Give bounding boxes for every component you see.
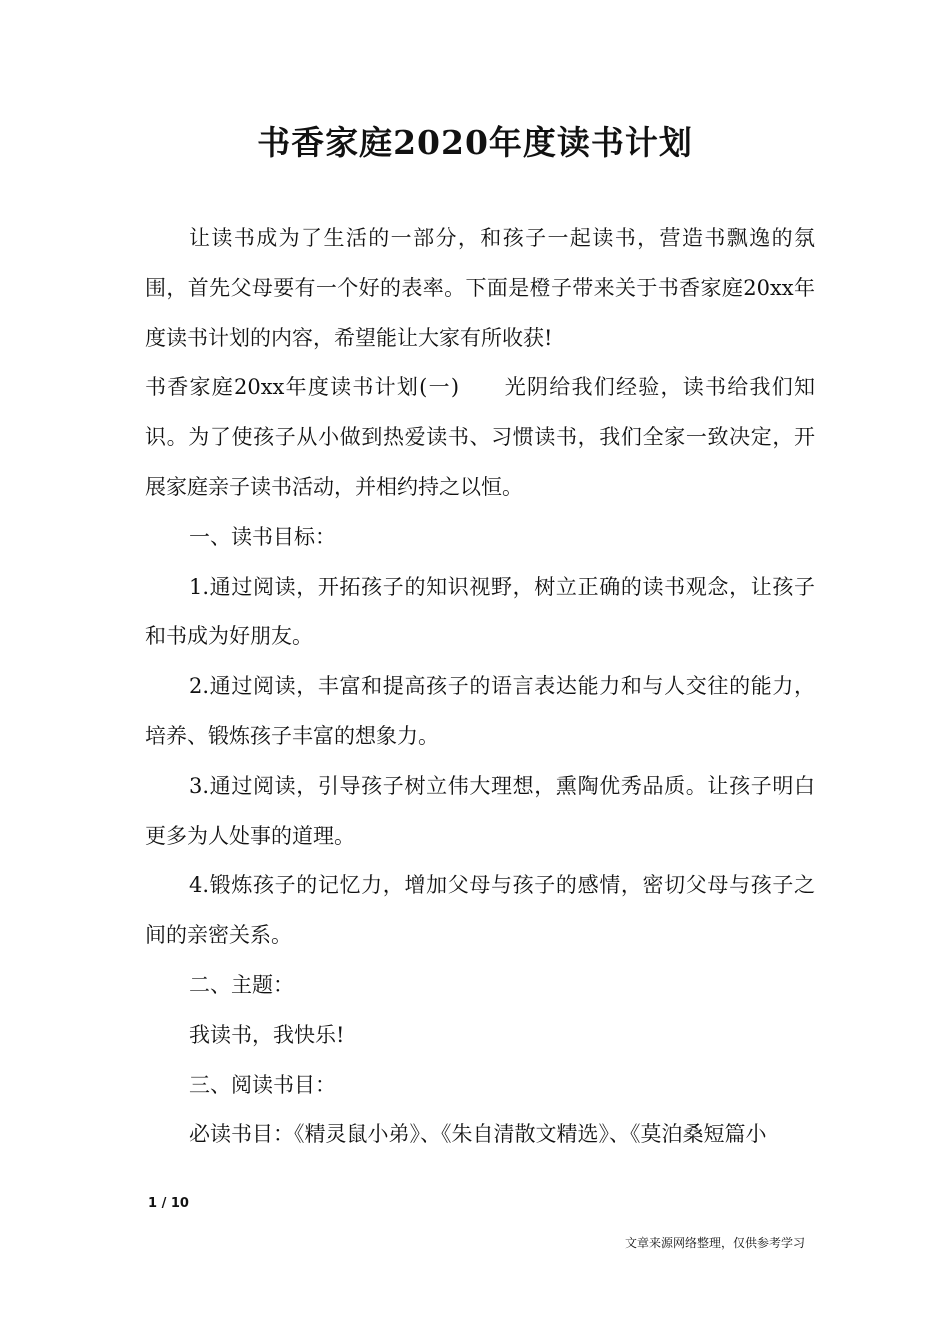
goal-item-2: 2.通过阅读，丰富和提高孩子的语言表达能力和与人交往的能力，培养、锻炼孩子丰富的想象力。 bbox=[145, 674, 815, 748]
document-title: 书香家庭2020年度读书计划 bbox=[257, 123, 693, 162]
theme-text: 我读书，我快乐! bbox=[189, 1022, 345, 1047]
paragraph-plan-one: 书香家庭20xx年度读书计划(一) 光阴给我们经验，读书给我们知识。为了使孩子从小做到热爱读书、习惯读书，我们全家一致决定，开展家庭亲子读书活动，并相约持之以恒。 bbox=[145, 375, 815, 499]
goal-item-1: 1.通过阅读，开拓孩子的知识视野，树立正确的读书观念，让孩子和书成为好朋友。 bbox=[145, 574, 815, 649]
required-books-text: 必读书目：《精灵鼠小弟》、《朱自清散文精选》、《莫泊桑短篇小 bbox=[189, 1122, 767, 1147]
goal-item-4: 4.锻炼孩子的记忆力，增加父母与孩子的感情，密切父母与孩子之间的亲密关系。 bbox=[145, 873, 815, 948]
goal-item-3: 3.通过阅读，引导孩子树立伟大理想，熏陶优秀品质。让孩子明白更多为人处事的道理。 bbox=[145, 773, 815, 848]
page-number: 1 / 10 bbox=[148, 1196, 189, 1211]
section-heading-books: 三、阅读书目： bbox=[189, 1072, 336, 1097]
section-heading-theme: 二、主题： bbox=[189, 972, 294, 997]
section-heading-goals: 一、读书目标： bbox=[189, 524, 336, 549]
document-body bbox=[145, 214, 815, 1160]
paragraph-intro: 让读书成为了生活的一部分，和孩子一起读书，营造书飘逸的氛围，首先父母要有一个好的表率。下面是橙子带来关于书香家庭20xx年度读书计划的内容，希望能让大家有所收获! bbox=[145, 226, 815, 350]
source-note: 文章来源网络整理，仅供参考学习 bbox=[624, 1236, 805, 1250]
